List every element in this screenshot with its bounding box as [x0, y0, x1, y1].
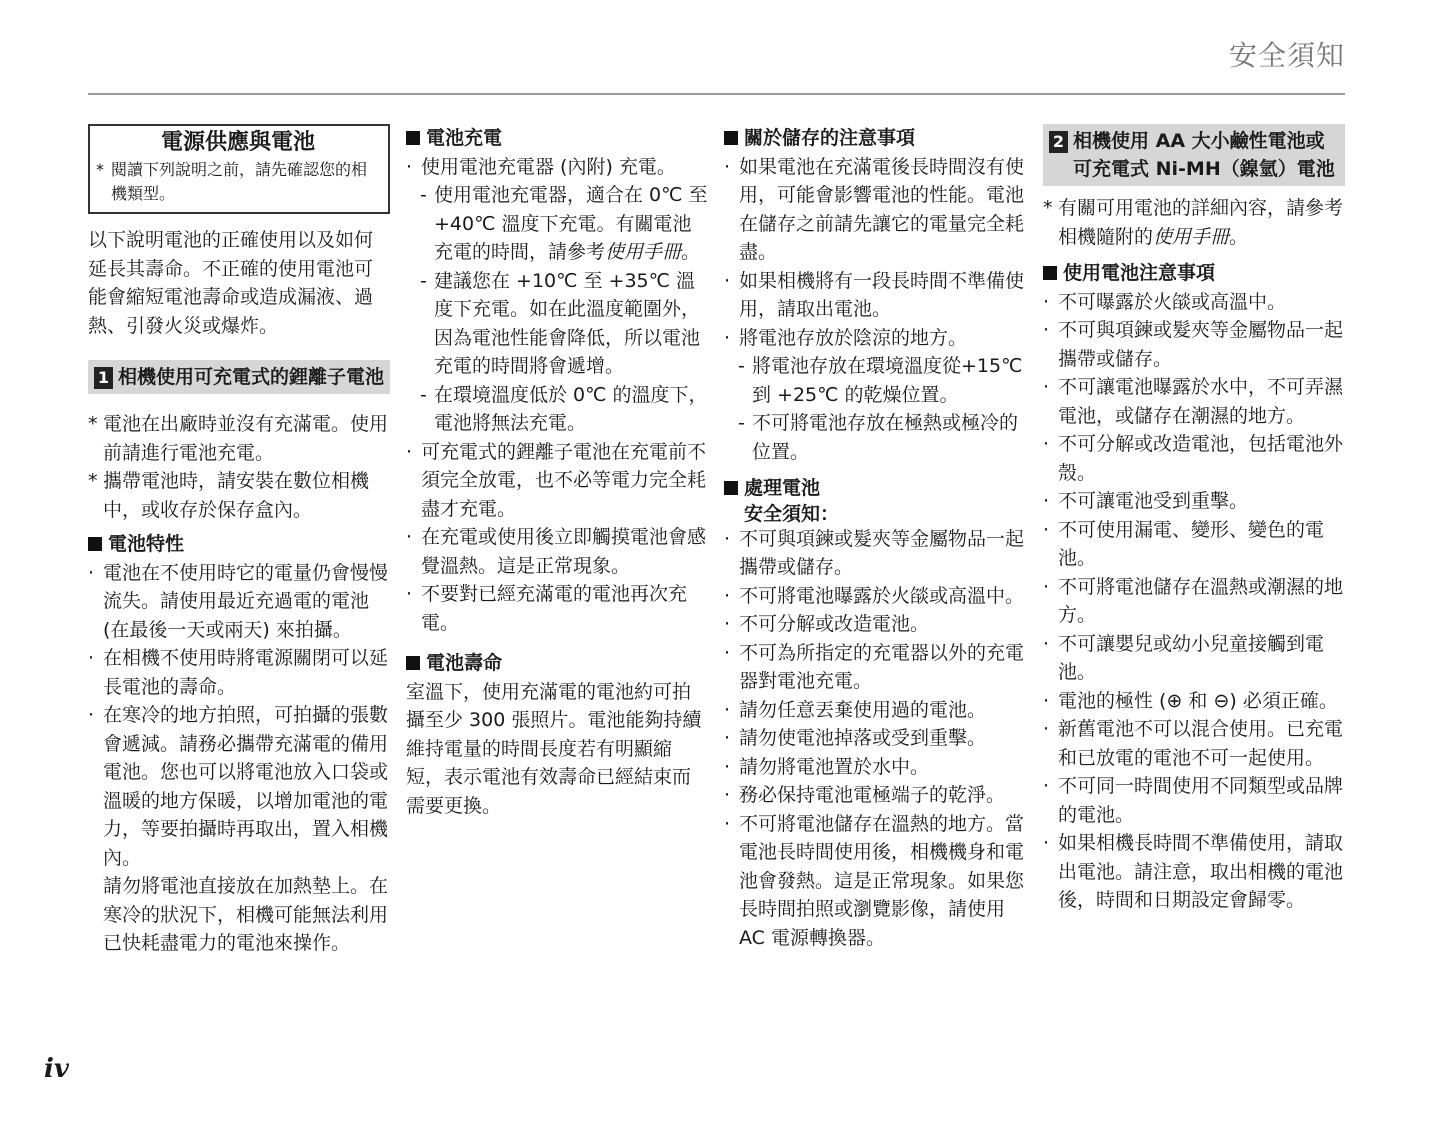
list-item: · 如果相機長時間不準備使用，請取出電池。請注意，取出相機的電池後，時間和日期設定會歸零。	[1043, 832, 1344, 911]
list-item: · 請勿任意丟棄使用過的電池。	[724, 698, 987, 721]
list-item: · 不可讓電池曝露於水中，不可弄濕電池，或儲存在潮濕的地方。	[1043, 376, 1344, 427]
heading-storage-notes: 關於儲存的注意事項	[724, 124, 1026, 153]
heading-safety-sub: 安全須知：	[744, 502, 840, 525]
sub-item: - 建議您在 +10℃ 至 +35℃ 溫度下充電。如在此溫度範圍外，因為電池性能會降低，所以電池充電的時間將會遞增。	[420, 269, 701, 377]
list-item: · 務必保持電池電極端子的乾淨。	[724, 784, 1006, 806]
list-item: · 使用電池充電器 (內附) 充電。	[406, 155, 676, 178]
sub-item: - 使用電池充電器，適合在 0℃ 至 +40℃ 溫度下充電。有關電池充電的時間，請參考使用手冊。	[420, 184, 708, 263]
page-number: iv	[44, 1054, 69, 1084]
heading-battery-life: 電池壽命	[406, 649, 708, 678]
note-item: * 攜帶電池時，請安裝在數位相機中，或收存於保存盒內。	[88, 470, 370, 521]
square-bullet-icon	[724, 481, 738, 495]
list-item: · 如果相機將有一段長時間不準備使用，請取出電池。	[724, 269, 1025, 320]
list-item: · 不可為所指定的充電器以外的充電器對電池充電。	[724, 641, 1025, 692]
sub-item: - 在環境溫度低於 0℃ 的溫度下，電池將無法充電。	[420, 383, 708, 434]
heading-battery-precautions: 使用電池注意事項	[1043, 259, 1345, 288]
list-item: · 不可讓電池受到重擊。	[1043, 490, 1249, 512]
heading-battery-characteristics: 電池特性	[88, 530, 390, 559]
note-item: * 有關可用電池的詳細內容，請參考相機隨附的使用手冊。	[1043, 197, 1344, 248]
list-item: · 不可將電池儲存在溫熱的地方。當電池長時間使用後，相機機身和電池會發熱。這是正常現象。如果您長時間拍照或瀏覽影像，請使用 AC 電源轉換器。	[724, 812, 1025, 949]
list-item: · 請勿使電池掉落或受到重擊。	[724, 727, 987, 749]
heading-battery-charging: 電池充電	[406, 124, 708, 153]
intro-paragraph: 以下說明電池的正確使用以及如何延長其壽命。不正確的使用電池可能會縮短電池壽命或造成漏液、過熱、引發火災或爆炸。	[88, 229, 374, 337]
list-item: · 在相機不使用時將電源關閉可以延長電池的壽命。	[88, 647, 389, 698]
list-item: · 不可同一時間使用不同類型或品牌的電池。	[1043, 775, 1344, 826]
list-item: · 不要對已經充滿電的電池再次充電。	[406, 583, 688, 634]
sub-item: - 將電池存放在環境溫度從+15℃ 到 +25℃ 的乾燥位置。	[738, 355, 1023, 406]
list-item: · 不可分解或改造電池，包括電池外殼。	[1043, 433, 1344, 484]
section-2-title: 相機使用 AA 大小鹼性電池或可充電式 Ni-MH（鎳氫）電池	[1073, 130, 1335, 180]
list-item: · 請勿將電池置於水中。	[724, 755, 930, 778]
square-bullet-icon	[1043, 266, 1057, 280]
list-item: · 不可與項鍊或髮夾等金屬物品一起攜帶或儲存。	[1043, 319, 1344, 370]
box-title: 電源供應與電池	[160, 130, 315, 155]
list-item: · 電池在不使用時它的電量仍會慢慢流失。請使用最近充過電的電池 (在最後一天或兩天) 來拍攝。	[88, 561, 389, 641]
list-item: · 新舊電池不可以混合使用。已充電和已放電的電池不可一起使用。	[1043, 718, 1344, 769]
section-1-title: 相機使用可充電式的鋰離子電池	[118, 366, 385, 388]
battery-life-paragraph: 室溫下，使用充滿電的電池約可拍攝至少 300 張照片。電池能夠持續維持電量的時間長度若有明顯縮短，表示電池有效壽命已經結束而需要更換。	[406, 680, 702, 817]
square-bullet-icon	[406, 656, 420, 670]
list-item: · 在寒冷的地方拍照，可拍攝的張數會遞減。請務必攜帶充滿電的備用電池。您也可以將電池放入口袋或溫暖的地方保暖，以增加電池的電力，等要拍攝時再取出，置入相機內。	[88, 704, 389, 869]
list-item: · 不可曝露於火燄或高溫中。	[1043, 290, 1287, 313]
continuation-text: 請勿將電池直接放在加熱墊上。在寒冷的狀況下，相機可能無法利用已快耗盡電力的電池來操作。	[103, 875, 389, 954]
list-item: · 將電池存放於陰涼的地方。	[724, 326, 968, 349]
square-bullet-icon	[88, 537, 102, 551]
box-note: * 閱讀下列說明之前，請先確認您的相機類型。	[96, 160, 368, 203]
list-item: · 可充電式的鋰離子電池在充電前不須完全放電，也不必等電力完全耗盡才充電。	[406, 440, 707, 520]
list-item: · 不可分解或改造電池。	[724, 613, 930, 635]
section-2-header	[1043, 124, 1345, 186]
list-item: · 不可將電池曝露於火燄或高溫中。	[724, 584, 1025, 607]
heading-battery-handling: 處理電池	[724, 474, 1026, 503]
header-divider	[88, 93, 1345, 95]
list-item: · 不可讓嬰兒或幼小兒童接觸到電池。	[1043, 632, 1325, 683]
list-item: · 如果電池在充滿電後長時間沒有使用，可能會影響電池的性能。電池在儲存之前請先讓它的電量完全耗盡。	[724, 155, 1025, 263]
list-item: · 不可與項鍊或髮夾等金屬物品一起攜帶或儲存。	[724, 527, 1025, 578]
section-1-header	[88, 360, 390, 394]
power-battery-box	[88, 124, 390, 214]
page-title: 安全須知	[1228, 39, 1345, 72]
square-bullet-icon	[406, 131, 420, 145]
column-4	[1043, 124, 1345, 915]
list-item: · 在充電或使用後立即觸摸電池會感覺溫熱。這是正常現象。	[406, 526, 707, 577]
note-item: * 電池在出廠時並沒有充滿電。使用前請進行電池充電。	[88, 413, 389, 464]
section-2-badge: 2	[1049, 131, 1068, 153]
column-3	[724, 124, 1026, 952]
section-1-badge: 1	[94, 367, 113, 389]
list-item: · 不可使用漏電、變形、變色的電池。	[1043, 518, 1325, 569]
column-1	[88, 124, 390, 958]
list-item: · 不可將電池儲存在溫熱或潮濕的地方。	[1043, 575, 1344, 626]
sub-item: - 不可將電池存放在極熱或極冷的位置。	[738, 412, 1019, 463]
column-2	[406, 124, 708, 820]
square-bullet-icon	[724, 131, 738, 145]
list-item: · 電池的極性 (⊕ 和 ⊖) 必須正確。	[1043, 689, 1338, 712]
